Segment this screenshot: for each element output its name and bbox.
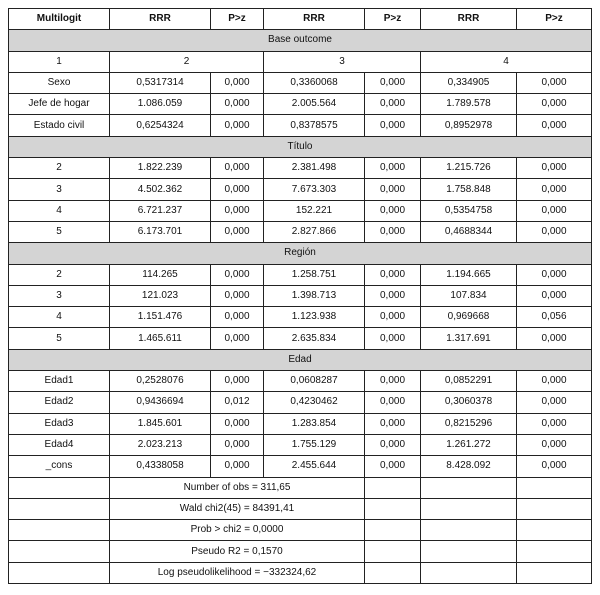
empty-cell bbox=[421, 498, 517, 519]
table-cell: 1.755.129 bbox=[264, 434, 365, 455]
table-cell: 1.261.272 bbox=[421, 434, 517, 455]
table-cell: 1.283.854 bbox=[264, 413, 365, 434]
table-cell: 0,000 bbox=[365, 434, 421, 455]
section-title: Base outcome bbox=[9, 30, 592, 51]
table-cell: 2.455.644 bbox=[264, 456, 365, 477]
table-row bbox=[9, 115, 592, 136]
empty-cell bbox=[517, 477, 592, 498]
table-row bbox=[9, 371, 592, 392]
table-cell: 0,000 bbox=[365, 413, 421, 434]
empty-cell bbox=[365, 541, 421, 562]
table-cell: 0,3360068 bbox=[264, 72, 365, 93]
table-cell: 0,000 bbox=[211, 456, 264, 477]
section-row bbox=[9, 349, 592, 370]
table-cell: 8.428.092 bbox=[421, 456, 517, 477]
table-cell: 2.005.564 bbox=[264, 94, 365, 115]
table-cell: 5 bbox=[9, 221, 110, 242]
table-cell: 0,000 bbox=[211, 285, 264, 306]
table-cell: 0,8215296 bbox=[421, 413, 517, 434]
table-cell: 0,000 bbox=[211, 371, 264, 392]
table-cell: 0,000 bbox=[365, 200, 421, 221]
table-row bbox=[9, 264, 592, 285]
table-cell: 0,000 bbox=[517, 371, 592, 392]
table-cell: 0,000 bbox=[365, 179, 421, 200]
table-cell: 4 bbox=[9, 307, 110, 328]
table-row bbox=[9, 158, 592, 179]
table-cell: 2.023.213 bbox=[110, 434, 211, 455]
table-cell: 1.317.691 bbox=[421, 328, 517, 349]
empty-cell bbox=[421, 520, 517, 541]
header-cell: Multilogit bbox=[9, 9, 110, 30]
table-row bbox=[9, 72, 592, 93]
base-outcome-row bbox=[9, 51, 592, 72]
empty-cell bbox=[365, 562, 421, 583]
table-cell: Jefe de hogar bbox=[9, 94, 110, 115]
empty-cell bbox=[9, 498, 110, 519]
table-cell: 0,000 bbox=[211, 413, 264, 434]
table-cell: 0,000 bbox=[517, 264, 592, 285]
table-row bbox=[9, 179, 592, 200]
table-cell: 114.265 bbox=[110, 264, 211, 285]
section-row-base-outcome bbox=[9, 30, 592, 51]
header-row bbox=[9, 9, 592, 30]
table-cell: 0,000 bbox=[517, 179, 592, 200]
table-cell: 0,000 bbox=[517, 72, 592, 93]
table-cell: 107.834 bbox=[421, 285, 517, 306]
table-cell: 3 bbox=[9, 179, 110, 200]
table-cell: 0,000 bbox=[211, 200, 264, 221]
model-statistic: Pseudo R2 = 0,1570 bbox=[110, 541, 365, 562]
table-cell: 121.023 bbox=[110, 285, 211, 306]
table-cell: 0,000 bbox=[517, 158, 592, 179]
table-cell: 1.258.751 bbox=[264, 264, 365, 285]
table-cell: 1.822.239 bbox=[110, 158, 211, 179]
empty-cell bbox=[9, 520, 110, 541]
table-cell: 1.086.059 bbox=[110, 94, 211, 115]
table-cell: 2.381.498 bbox=[264, 158, 365, 179]
table-cell: 1.758.848 bbox=[421, 179, 517, 200]
table-cell: 0,000 bbox=[517, 285, 592, 306]
table-cell: 0,4688344 bbox=[421, 221, 517, 242]
stats-row bbox=[9, 520, 592, 541]
table-cell: 0,000 bbox=[365, 371, 421, 392]
table-cell: 0,000 bbox=[365, 328, 421, 349]
table-cell: 1.123.938 bbox=[264, 307, 365, 328]
table-row bbox=[9, 221, 592, 242]
table-cell: 1.465.611 bbox=[110, 328, 211, 349]
table-cell: 0,000 bbox=[211, 328, 264, 349]
table-cell: 0,000 bbox=[211, 307, 264, 328]
table-cell: 2.827.866 bbox=[264, 221, 365, 242]
table-cell: 1.398.713 bbox=[264, 285, 365, 306]
table-cell: 0,000 bbox=[517, 392, 592, 413]
table-cell: 0,000 bbox=[211, 221, 264, 242]
table-cell: 6.721.237 bbox=[110, 200, 211, 221]
table-cell: 0,012 bbox=[211, 392, 264, 413]
table-cell: 0,000 bbox=[365, 307, 421, 328]
base-outcome-value: 2 bbox=[110, 51, 264, 72]
table-cell: 4 bbox=[9, 200, 110, 221]
table-cell: 0,000 bbox=[365, 392, 421, 413]
table-cell: 0,8378575 bbox=[264, 115, 365, 136]
table-cell: Edad3 bbox=[9, 413, 110, 434]
table-cell: Estado civil bbox=[9, 115, 110, 136]
header-cell: P>z bbox=[365, 9, 421, 30]
multilogit-table bbox=[8, 8, 592, 584]
model-statistic: Log pseudolikelihood = −332324,62 bbox=[110, 562, 365, 583]
base-outcome-value: 3 bbox=[264, 51, 421, 72]
table-cell: _cons bbox=[9, 456, 110, 477]
table-cell: 0,000 bbox=[365, 264, 421, 285]
table-cell: 0,0608287 bbox=[264, 371, 365, 392]
table-cell: 0,000 bbox=[517, 434, 592, 455]
table-cell: 0,000 bbox=[211, 115, 264, 136]
empty-cell bbox=[517, 498, 592, 519]
table-cell: 2.635.834 bbox=[264, 328, 365, 349]
empty-cell bbox=[517, 562, 592, 583]
empty-cell bbox=[517, 520, 592, 541]
base-outcome-value: 4 bbox=[421, 51, 592, 72]
table-row bbox=[9, 307, 592, 328]
table-cell: 0,5317314 bbox=[110, 72, 211, 93]
table-cell: 0,4230462 bbox=[264, 392, 365, 413]
header-cell: P>z bbox=[517, 9, 592, 30]
table-cell: 0,000 bbox=[365, 456, 421, 477]
table-cell: 2 bbox=[9, 158, 110, 179]
regression-table-container bbox=[8, 8, 592, 584]
table-row bbox=[9, 434, 592, 455]
table-cell: 0,9436694 bbox=[110, 392, 211, 413]
section-title: Edad bbox=[9, 349, 592, 370]
table-cell: 0,000 bbox=[365, 158, 421, 179]
header-cell: RRR bbox=[264, 9, 365, 30]
table-cell: 0,8952978 bbox=[421, 115, 517, 136]
table-cell: 4.502.362 bbox=[110, 179, 211, 200]
section-title: Región bbox=[9, 243, 592, 264]
table-row bbox=[9, 456, 592, 477]
empty-cell bbox=[365, 520, 421, 541]
header-cell: RRR bbox=[110, 9, 211, 30]
table-cell: 1.789.578 bbox=[421, 94, 517, 115]
model-statistic: Wald chi2(45) = 84391,41 bbox=[110, 498, 365, 519]
table-cell: Edad2 bbox=[9, 392, 110, 413]
table-cell: 0,000 bbox=[517, 328, 592, 349]
table-cell: 0,000 bbox=[365, 221, 421, 242]
table-cell: 6.173.701 bbox=[110, 221, 211, 242]
table-cell: Sexo bbox=[9, 72, 110, 93]
table-cell: 0,000 bbox=[517, 413, 592, 434]
table-cell: 0,000 bbox=[517, 94, 592, 115]
table-cell: 0,3060378 bbox=[421, 392, 517, 413]
table-cell: 0,334905 bbox=[421, 72, 517, 93]
stats-row bbox=[9, 498, 592, 519]
table-row bbox=[9, 94, 592, 115]
table-cell: 0,000 bbox=[517, 456, 592, 477]
table-cell: 1.194.665 bbox=[421, 264, 517, 285]
empty-cell bbox=[421, 477, 517, 498]
table-cell: 5 bbox=[9, 328, 110, 349]
table-cell: 0,000 bbox=[517, 200, 592, 221]
table-row bbox=[9, 413, 592, 434]
empty-cell bbox=[421, 562, 517, 583]
table-cell: 0,000 bbox=[365, 94, 421, 115]
table-cell: 3 bbox=[9, 285, 110, 306]
table-cell: 0,969668 bbox=[421, 307, 517, 328]
empty-cell bbox=[365, 477, 421, 498]
stats-row bbox=[9, 477, 592, 498]
table-cell: Edad4 bbox=[9, 434, 110, 455]
table-cell: 0,000 bbox=[211, 158, 264, 179]
table-cell: 0,000 bbox=[211, 179, 264, 200]
table-cell: 0,000 bbox=[211, 264, 264, 285]
table-cell: 7.673.303 bbox=[264, 179, 365, 200]
table-row bbox=[9, 328, 592, 349]
table-cell: 1.151.476 bbox=[110, 307, 211, 328]
table-cell: 0,0852291 bbox=[421, 371, 517, 392]
table-cell: 0,000 bbox=[517, 115, 592, 136]
model-statistic: Prob > chi2 = 0,0000 bbox=[110, 520, 365, 541]
table-cell: 0,2528076 bbox=[110, 371, 211, 392]
table-cell: 0,000 bbox=[211, 72, 264, 93]
table-cell: 2 bbox=[9, 264, 110, 285]
section-row bbox=[9, 136, 592, 157]
header-cell: P>z bbox=[211, 9, 264, 30]
table-row bbox=[9, 392, 592, 413]
model-statistic: Number of obs = 311,65 bbox=[110, 477, 365, 498]
header-cell: RRR bbox=[421, 9, 517, 30]
table-row bbox=[9, 200, 592, 221]
table-cell: Edad1 bbox=[9, 371, 110, 392]
table-cell: 0,000 bbox=[365, 72, 421, 93]
table-cell: 0,000 bbox=[365, 285, 421, 306]
empty-cell bbox=[9, 477, 110, 498]
base-outcome-value: 1 bbox=[9, 51, 110, 72]
empty-cell bbox=[9, 562, 110, 583]
table-cell: 0,000 bbox=[211, 94, 264, 115]
table-cell: 0,056 bbox=[517, 307, 592, 328]
table-cell: 1.215.726 bbox=[421, 158, 517, 179]
empty-cell bbox=[365, 498, 421, 519]
table-cell: 0,6254324 bbox=[110, 115, 211, 136]
table-cell: 0,000 bbox=[517, 221, 592, 242]
table-row bbox=[9, 285, 592, 306]
section-row bbox=[9, 243, 592, 264]
table-cell: 0,000 bbox=[211, 434, 264, 455]
table-cell: 0,5354758 bbox=[421, 200, 517, 221]
empty-cell bbox=[517, 541, 592, 562]
table-cell: 0,4338058 bbox=[110, 456, 211, 477]
empty-cell bbox=[421, 541, 517, 562]
stats-row bbox=[9, 541, 592, 562]
empty-cell bbox=[9, 541, 110, 562]
table-cell: 152.221 bbox=[264, 200, 365, 221]
stats-row bbox=[9, 562, 592, 583]
table-cell: 1.845.601 bbox=[110, 413, 211, 434]
section-title: Título bbox=[9, 136, 592, 157]
table-cell: 0,000 bbox=[365, 115, 421, 136]
